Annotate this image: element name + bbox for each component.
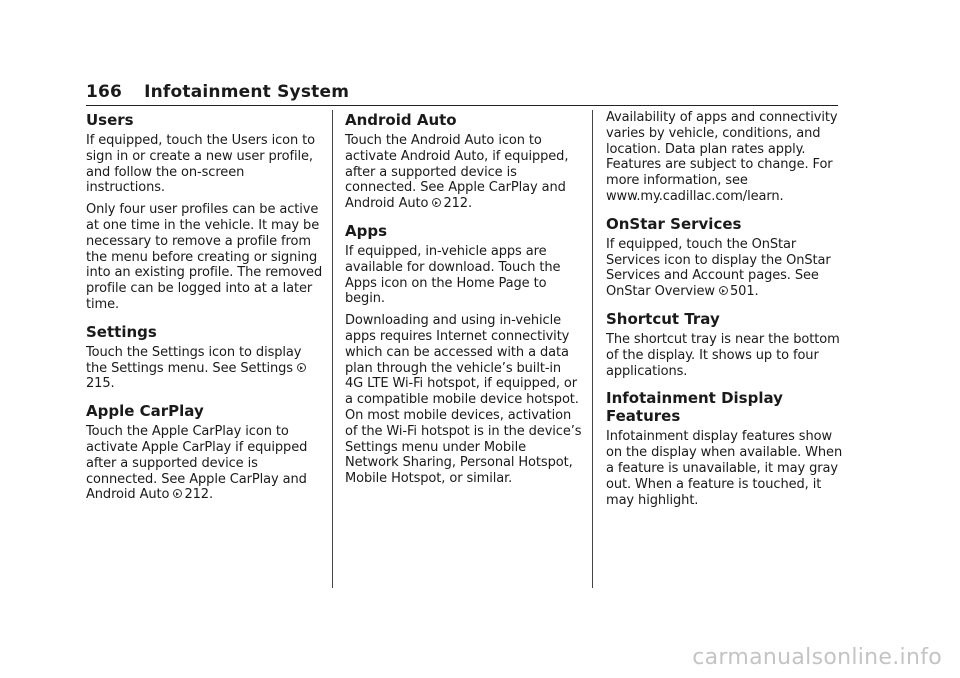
settings-heading: Settings: [86, 322, 157, 341]
page-reference-icon: [432, 198, 441, 207]
apple-carplay-page-ref[interactable]: 212.: [184, 487, 213, 503]
onstar-page-ref[interactable]: 501.: [730, 284, 759, 300]
column-divider: [332, 110, 333, 588]
onstar-text: If equipped, touch the OnStar Services icon to display the OnStar Services and Account pages. See OnStar Overview: [606, 236, 831, 300]
apps-paragraph-1: If equipped, in-vehicle apps are available for download. Touch the Apps icon on the Home Page to begin.: [345, 243, 561, 307]
page-reference-icon: [173, 489, 182, 498]
settings-paragraph: [86, 345, 324, 392]
android-auto-page-ref[interactable]: 212.: [443, 196, 472, 212]
apps-paragraph-2: Downloading and using in-vehicle apps requires Internet connectivity which can be accessed with a data plan through the vehicle’s built-in 4G LTE Wi-Fi hotspot, if equipped, or a compatible mobile device hotspot. On most mobile devices, activation of the Wi-Fi hotspot is in the device’s Settings menu under Mobile Network Sharing, Personal Hotspot, Mobile Hotspot, or similar.: [345, 313, 582, 487]
apple-carplay-text: Touch the Apple CarPlay icon to activate Apple CarPlay if equipped after a supported device is connected. See Apple CarPlay and Android Auto: [86, 424, 308, 503]
page-section-title: Infotainment System: [144, 82, 350, 102]
display-features-paragraph: Infotainment display features show on the display when available. When a feature is unavailable, it may gray out. When a feature is touched, it may highlight.: [606, 429, 843, 508]
users-heading: Users: [86, 111, 134, 129]
shortcut-tray-paragraph: The shortcut tray is near the bottom of the display. It shows up to four applications.: [606, 331, 840, 379]
availability-paragraph: Availability of apps and connectivity varies by vehicle, conditions, and location. Data plan rates apply. Features are subject to change. For more information, see www.my.cadillac.com/learn.: [606, 110, 838, 204]
column-divider: [592, 110, 593, 588]
page-reference-icon: [297, 363, 306, 372]
users-paragraph-1: If equipped, touch the Users icon to sign in or create a new user profile, and follow the on-screen instructions.: [86, 133, 316, 196]
users-paragraph-2: Only four user profiles can be active at one time in the vehicle. It may be necessary to remove a profile from the menu before creating or signing into an existing profile. The removed profile can be logged into at a later time.: [86, 202, 323, 312]
display-features-heading: Infotainment Display Features: [606, 389, 783, 426]
column-2: [345, 110, 583, 493]
column-1: [86, 110, 324, 509]
onstar-heading: OnStar Services: [606, 214, 742, 233]
onstar-paragraph: [606, 237, 844, 300]
shortcut-tray-heading: Shortcut Tray: [606, 309, 720, 328]
page-number: 166: [86, 82, 123, 102]
apps-heading: Apps: [345, 221, 388, 240]
watermark-text: carmanualsonline.info: [692, 645, 942, 670]
page-reference-icon: [719, 286, 728, 295]
apple-carplay-paragraph: [86, 424, 324, 503]
apple-carplay-heading: Apple CarPlay: [86, 402, 204, 421]
android-auto-heading: Android Auto: [345, 111, 457, 129]
android-auto-paragraph: [345, 133, 583, 212]
page-header: [86, 82, 838, 106]
settings-page-ref[interactable]: 215.: [86, 376, 115, 392]
android-auto-text: Touch the Android Auto icon to activate Android Auto, if equipped, after a supported device is connected. See Apple CarPlay and Android Auto: [345, 133, 569, 212]
settings-text: Touch the Settings icon to display the Settings menu. See Settings: [86, 344, 302, 376]
column-3: [606, 110, 844, 514]
